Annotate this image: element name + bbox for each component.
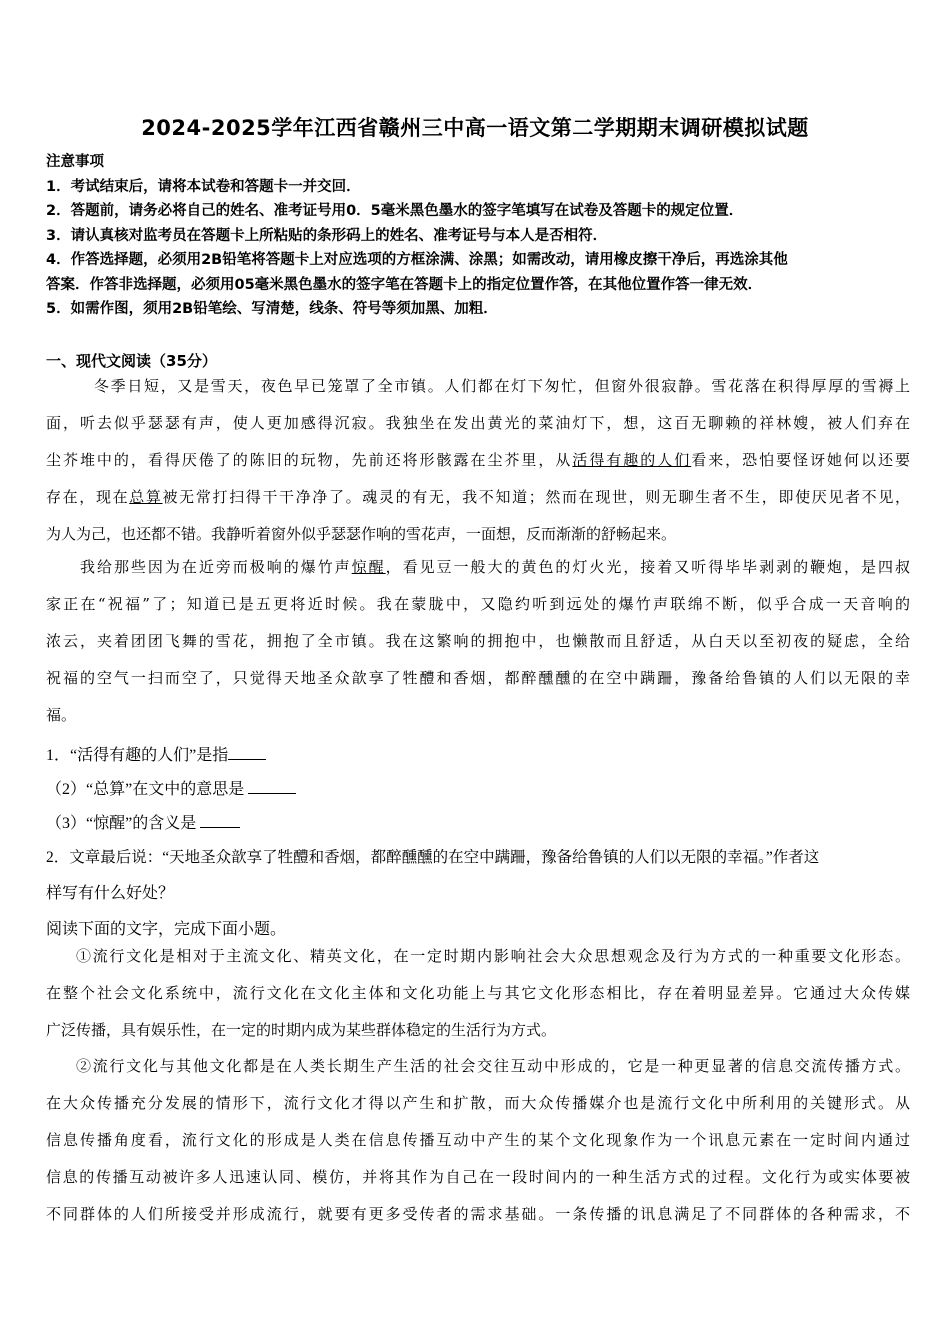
text-line: 家正在“祝福”了；知道已是五更将近时候。我在蒙胧中，又隐约听到远处的爆竹声联绵不断，似乎合成一天音响的 xyxy=(46,595,910,613)
text-line xyxy=(46,479,910,516)
notice-heading: 注意事项 xyxy=(46,154,104,170)
text-line: 在整个社会文化系统中，流行文化在文化主体和文化功能上与其它文化形态相比，存在着明显差异。它通过大众传媒 xyxy=(46,984,910,1002)
question-text: （3）“惊醒”的含义是 xyxy=(46,815,201,832)
underlined-phrase: 惊醒 xyxy=(351,558,386,576)
text-line: 信息的传播互动被许多人迅速认同、模仿，并将其作为自己在一段时间内的一种生活方式的过程。文化行为或实体要被 xyxy=(46,1168,910,1186)
answer-blank[interactable] xyxy=(200,813,240,828)
text-line: 面，听去似乎瑟瑟有声，使人更加感得沉寂。我独坐在发出黄光的菜油灯下，想，这百无聊赖的祥林嫂，被人们弃在 xyxy=(46,414,910,432)
text-line: 祝福的空气一扫而空了，只觉得天地圣众歆享了牲醴和香烟，都醉醺醺的在空中蹒跚，豫备给鲁镇的人们以无限的幸 xyxy=(46,669,910,687)
reading-instruction: 阅读下面的文字，完成下面小题。 xyxy=(46,921,287,938)
question-2: 2．文章最后说：“天地圣众歆享了牲醴和香烟，都醉醺醺的在空中蹒跚，豫备给鲁镇的人们以无限的幸福。”作者这 xyxy=(46,849,820,866)
question-text: 1．“活得有趣的人们”是指 xyxy=(46,747,229,764)
notice-line: 2．答题前，请务必将自己的姓名、准考证号用0．5毫米黑色墨水的签字笔填写在试卷及答题卡的规定位置． xyxy=(46,203,744,219)
passage-paragraph-4 xyxy=(46,1048,910,1233)
text-line: 信息传播角度看，流行文化的形成是人类在信息传播互动中产生的某个文化现象作为一个讯息元素在一定时间内通过 xyxy=(46,1131,910,1149)
section-heading: 一、现代文阅读（35分） xyxy=(46,352,217,370)
answer-blank[interactable] xyxy=(228,745,266,760)
text-run: 存在，现在 xyxy=(46,488,130,506)
question-1-2 xyxy=(46,776,296,799)
text-line xyxy=(46,549,910,586)
question-2-cont: 样写有什么好处？ xyxy=(46,885,175,902)
text-line: 不同群体的人们所接受并形成流行，就要有更多受传者的需求基础。一条传播的讯息满足了不同群体的各种需求，不 xyxy=(46,1205,910,1223)
text-line xyxy=(46,442,910,479)
text-run: ，看见豆一般大的黄色的灯火光，接着又听得毕毕剥剥的鞭炮，是四叔 xyxy=(385,558,910,576)
text-line: 福。 xyxy=(46,706,77,724)
underlined-phrase: 活得有趣的人们 xyxy=(572,451,692,469)
notice-line: 5．如需作图，须用2B铅笔绘、写清楚，线条、符号等须加黑、加粗． xyxy=(46,301,498,317)
question-text: （2）“总算”在文中的意思是 xyxy=(46,781,249,798)
question-1-3 xyxy=(46,810,240,833)
text-run: 看来，恐怕要怪讶她何以还要 xyxy=(691,451,910,469)
text-run: 尘芥堆中的，看得厌倦了的陈旧的玩物，先前还将形骸露在尘芥里，从 xyxy=(46,451,573,469)
answer-blank[interactable] xyxy=(248,779,296,794)
text-line: 浓云，夹着团团飞舞的雪花，拥抱了全市镇。我在这繁响的拥抱中，也懒散而且舒适，从白天以至初夜的疑虑，全给 xyxy=(46,632,910,650)
page-title: 2024-2025学年江西省赣州三中高一语文第二学期期末调研模拟试题 xyxy=(141,116,809,140)
text-line: 在大众传播充分发展的情形下，流行文化才得以产生和扩散，而大众传播媒介也是流行文化中所利用的关键形式。从 xyxy=(46,1094,910,1112)
passage-paragraph-2 xyxy=(46,549,910,734)
text-line: 广泛传播，具有娱乐性，在一定的时期内成为某些群体稳定的生活行为方式。 xyxy=(46,1021,557,1039)
text-run: 被无常打扫得干干净净了。魂灵的有无，我不知道；然而在现世，则无聊生者不生，即使厌见者不见， xyxy=(162,488,910,506)
passage-paragraph-1 xyxy=(46,368,910,553)
text-line: ②流行文化与其他文化都是在人类长期生产生活的社会交往互动中形成的，它是一种更显著的信息交流传播方式。 xyxy=(76,1057,910,1075)
notice-line: 4．作答选择题，必须用2B铅笔将答题卡上对应选项的方框涂满、涂黑；如需改动，请用橡皮擦干净后，再选涂其他 xyxy=(46,252,788,268)
passage-paragraph-3 xyxy=(46,938,910,1049)
text-line: ①流行文化是相对于主流文化、精英文化，在一定时期内影响社会大众思想观念及行为方式的一种重要文化形态。 xyxy=(76,947,910,965)
underlined-phrase: 总算 xyxy=(129,488,163,506)
text-line: 冬季日短，又是雪天，夜色早已笼罩了全市镇。人们都在灯下匆忙，但窗外很寂静。雪花落在积得厚厚的雪褥上 xyxy=(94,377,910,395)
notice-line: 3．请认真核对监考员在答题卡上所粘贴的条形码上的姓名、准考证号与本人是否相符． xyxy=(46,227,608,244)
text-run: 我给那些因为在近旁而极响的爆竹声 xyxy=(80,558,352,576)
notice-block xyxy=(46,150,916,322)
notice-line: 1．考试结束后，请将本试卷和答题卡一并交回． xyxy=(46,178,361,195)
notice-line: 答案．作答非选择题，必须用05毫米黑色墨水的签字笔在答题卡上的指定位置作答，在其他位置作答一律无效． xyxy=(46,276,763,293)
question-1 xyxy=(46,742,266,765)
text-line: 为人为己，也还都不错。我静听着窗外似乎瑟瑟作响的雪花声，一面想，反而渐渐的舒畅起来。 xyxy=(46,525,677,543)
